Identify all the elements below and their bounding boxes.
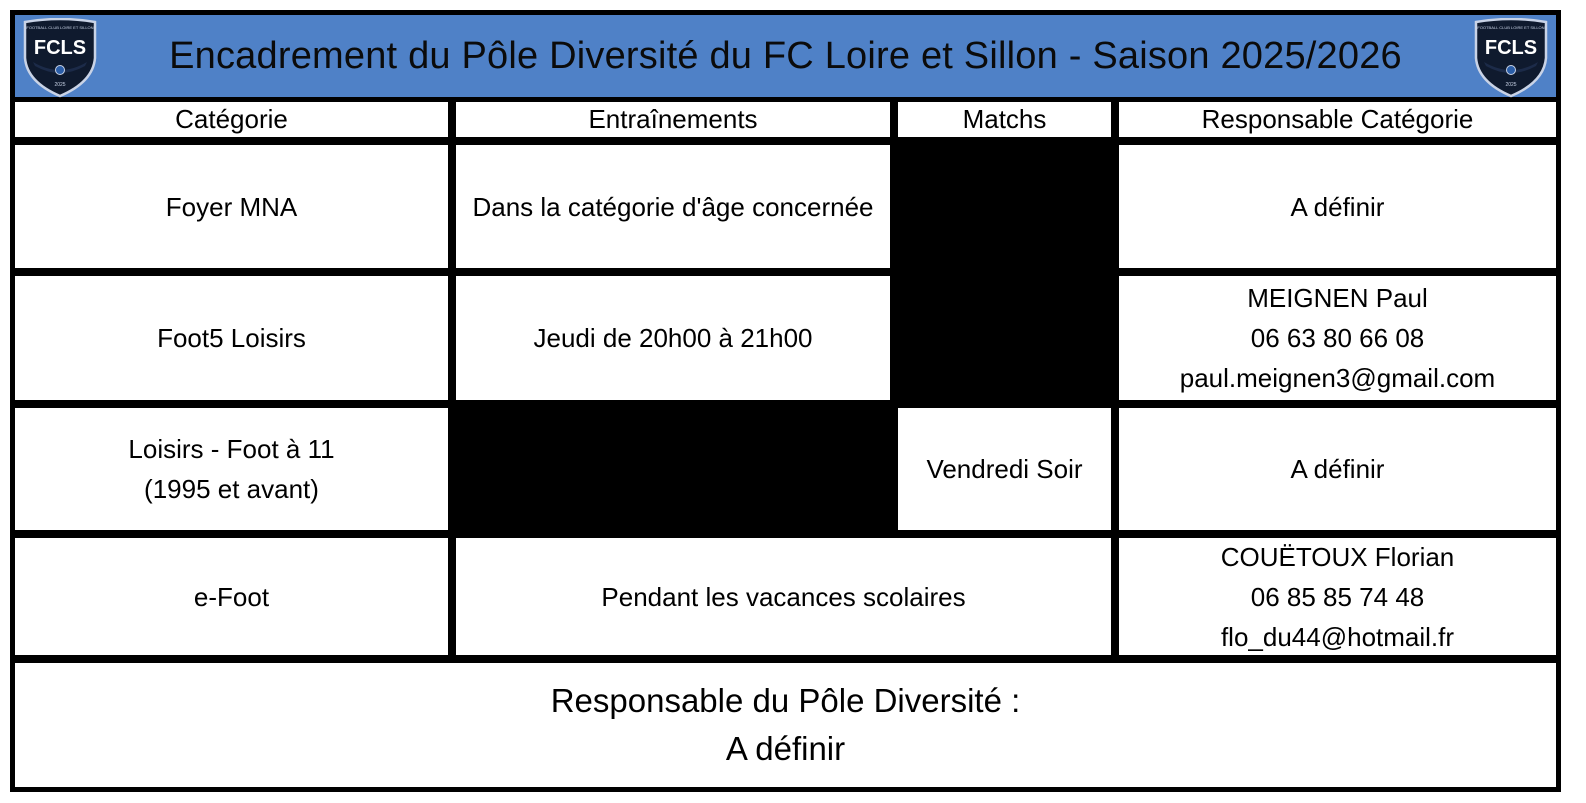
- table-row-4-responsable: [1119, 538, 1556, 655]
- column-header-matchs: Matchs: [898, 102, 1111, 137]
- categorie-line: (1995 et avant): [144, 474, 319, 504]
- table-row-1-categorie: [15, 145, 448, 268]
- table-row-1-entrainements: Dans la catégorie d'âge concernée: [456, 145, 890, 268]
- table-row-3-matchs: Vendredi Soir: [898, 408, 1111, 530]
- table-row-1-responsable: [1119, 145, 1556, 268]
- svg-text:2025: 2025: [54, 82, 66, 88]
- footer-label: Responsable du Pôle Diversité :: [550, 682, 1021, 719]
- categorie-line: Foyer MNA: [165, 191, 298, 222]
- responsable-phone: 06 63 80 66 08: [1250, 323, 1425, 353]
- table-row-2-entrainements: Jeudi de 20h00 à 21h00: [456, 276, 890, 400]
- column-header-responsable: Responsable Catégorie: [1119, 102, 1556, 137]
- table-row-2-categorie: [15, 276, 448, 400]
- responsable-line: A définir: [1290, 191, 1385, 222]
- categorie-line: e-Foot: [193, 581, 270, 612]
- table-row-4-categorie: [15, 538, 448, 655]
- title-banner: [15, 15, 1556, 97]
- footer-value: A définir: [725, 730, 846, 767]
- responsable-email[interactable]: flo_du44@hotmail.fr: [1220, 621, 1455, 652]
- club-logo-left: [21, 18, 99, 98]
- svg-text:2025: 2025: [1505, 82, 1517, 88]
- staff-table: [10, 10, 1561, 792]
- table-row-3-categorie: [15, 408, 448, 530]
- table-row-2-matchs-blank: [890, 276, 1119, 400]
- svg-text:FCLS: FCLS: [33, 37, 87, 59]
- svg-text:FOOTBALL CLUB LOIRE ET SILLON: FOOTBALL CLUB LOIRE ET SILLON: [1477, 25, 1545, 30]
- categorie-line: Loisirs - Foot à 11: [128, 434, 335, 464]
- svg-text:FCLS: FCLS: [1484, 37, 1538, 59]
- responsable-phone: 06 85 85 74 48: [1250, 581, 1425, 612]
- pole-responsable-footer: [15, 663, 1556, 787]
- responsable-name: MEIGNEN Paul: [1247, 283, 1428, 313]
- responsable-name: COUËTOUX Florian: [1220, 541, 1455, 572]
- categorie-line: Foot5 Loisirs: [157, 323, 306, 353]
- table-row-3-responsable: [1119, 408, 1556, 530]
- page-title: Encadrement du Pôle Diversité du FC Loire et Sillon - Saison 2025/2026: [169, 34, 1402, 77]
- club-logo-right: [1472, 18, 1550, 98]
- column-header-entrainements: Entraînements: [456, 102, 890, 137]
- table-row-3-entrainements-blank: [448, 408, 898, 530]
- table-row-1-matchs-blank: [890, 145, 1119, 268]
- responsable-line: A définir: [1290, 454, 1385, 484]
- table-row-4-entrainements-matchs: Pendant les vacances scolaires: [456, 538, 1111, 655]
- svg-text:FOOTBALL CLUB LOIRE ET SILLON: FOOTBALL CLUB LOIRE ET SILLON: [26, 25, 94, 30]
- table-row-2-responsable: [1119, 276, 1556, 400]
- responsable-email[interactable]: paul.meignen3@gmail.com: [1179, 363, 1496, 393]
- column-header-categorie: Catégorie: [15, 102, 448, 137]
